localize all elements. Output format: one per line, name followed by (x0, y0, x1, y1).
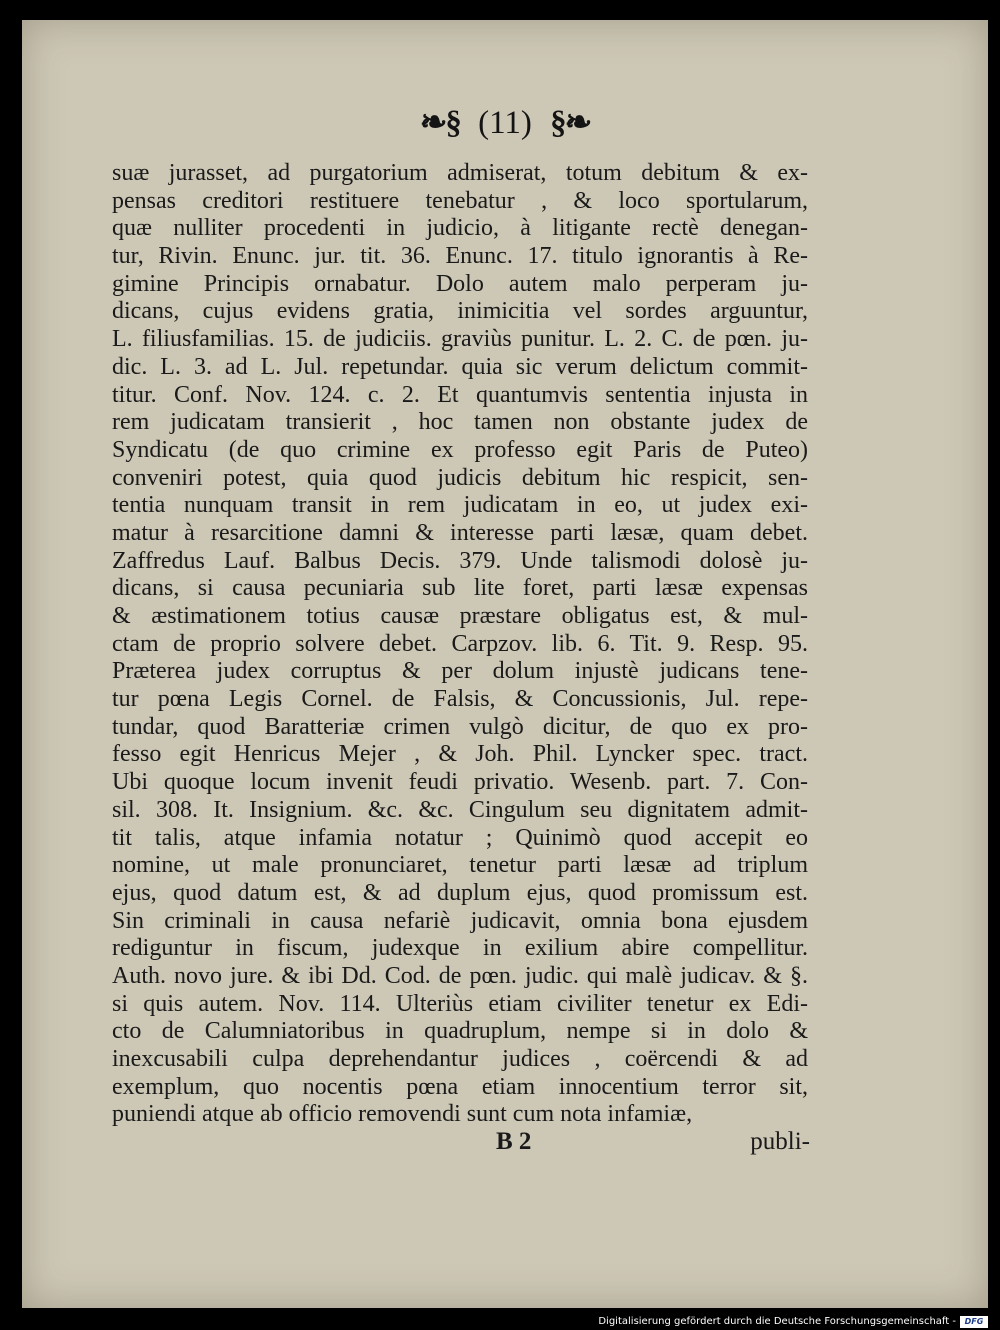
page-header (22, 102, 988, 152)
text-line: dicans, si causa pecuniaria sub lite foret, parti læsæ expensas (112, 575, 808, 602)
text-line: Syndicatu (de quo crimine ex professo egit Paris de Puteo) (112, 436, 808, 463)
page-number: (11) (478, 105, 532, 141)
text-line: conveniri potest, quia quod judicis debitum hic respicit, sen- (112, 464, 808, 491)
text-line: dic. L. 3. ad L. Jul. repetundar. quia sic verum delictum commit- (112, 353, 808, 380)
text-line: tundar, quod Baratteriæ crimen vulgò dicitur, de quo ex pro- (112, 713, 808, 740)
body-text (112, 160, 808, 1129)
text-line: fesso egit Henricus Mejer , & Joh. Phil. Lyncker spec. tract. (112, 741, 808, 768)
text-line: matur à resarcitione damni & interesse parti læsæ, quam debet. (112, 519, 808, 546)
page-footer (112, 1128, 808, 1160)
text-line: ejus, quod datum est, & ad duplum ejus, quod promissum est. (112, 879, 808, 906)
text-line: Sin criminali in causa nefariè judicavit, omnia bona ejusdem (112, 907, 808, 934)
dfg-credit-bar (0, 1314, 1000, 1330)
ornament-left: ❧§ (419, 105, 460, 141)
text-line: & æstimationem totius causæ præstare obligatus est, & mul- (112, 603, 808, 629)
text-line: Zaffredus Lauf. Balbus Decis. 379. Unde talismodi dolosè ju- (112, 547, 808, 574)
text-line: Præterea judex corruptus & per dolum injustè judicans tene- (112, 658, 808, 685)
text-line: gimine Principis ornabatur. Dolo autem malo perperam ju- (112, 270, 808, 297)
text-line: Auth. novo jure. & ibi Dd. Cod. de pœn. judic. qui malè judicav. & §. (112, 962, 808, 989)
ornament-right: §❧ (550, 105, 591, 141)
text-line: exemplum, quo nocentis pœna etiam innocentium terror sit, (112, 1073, 808, 1100)
text-line: rediguntur in fiscum, judexque in exilium abire compellitur. (112, 935, 808, 962)
catchword: publi- (750, 1128, 810, 1155)
text-line: tit talis, atque infamia notatur ; Quinimò quod accepit eo (112, 824, 808, 851)
text-line: pensas creditori restituere tenebatur , & loco sportularum, (112, 187, 808, 214)
dfg-logo: DFG (960, 1316, 988, 1328)
signature-mark: B 2 (496, 1128, 532, 1155)
text-line: tentia nunquam transit in rem judicatam in eo, ut judex exi- (112, 492, 808, 519)
text-line: tur pœna Legis Cornel. de Falsis, & Concussionis, Jul. repe- (112, 686, 808, 713)
text-line: rem judicatam transierit , hoc tamen non obstante judex de (112, 409, 808, 436)
text-line: dicans, cujus evidens gratia, inimicitia vel sordes arguuntur, (112, 298, 808, 325)
text-line: sil. 308. It. Insignium. &c. &c. Cingulum seu dignitatem admit- (112, 796, 808, 823)
text-line: Ubi quoque locum invenit feudi privatio. Wesenb. part. 7. Con- (112, 769, 808, 796)
text-line: suæ jurasset, ad purgatorium admiserat, totum debitum & ex- (112, 160, 808, 186)
text-line: puniendi atque ab officio removendi sunt cum nota infamiæ, (112, 1101, 693, 1128)
text-line: si quis autem. Nov. 114. Ulteriùs etiam civiliter tenetur ex Edi- (112, 990, 808, 1017)
text-line: quæ nulliter procedenti in judicio, à litigante rectè denegan- (112, 215, 808, 242)
text-line: titur. Conf. Nov. 124. c. 2. Et quantumvis sententia injusta in (112, 381, 808, 408)
text-line: nomine, ut male pronunciaret, tenetur parti læsæ ad triplum (112, 852, 808, 879)
text-line: inexcusabili culpa deprehendantur judices , coërcendi & ad (112, 1046, 808, 1072)
book-page (22, 20, 988, 1308)
dfg-credit-text: Digitalisierung gefördert durch die Deutsche Forschungsgemeinschaft - (598, 1316, 956, 1327)
text-line: cto de Calumniatoribus in quadruplum, nempe si in dolo & (112, 1018, 808, 1045)
text-line: tur, Rivin. Enunc. jur. tit. 36. Enunc. 17. titulo ignorantis à Re- (112, 243, 808, 270)
text-line: ctam de proprio solvere debet. Carpzov. lib. 6. Tit. 9. Resp. 95. (112, 630, 808, 657)
text-line: L. filiusfamilias. 15. de judiciis. graviùs punitur. L. 2. C. de pœn. ju- (112, 326, 808, 353)
